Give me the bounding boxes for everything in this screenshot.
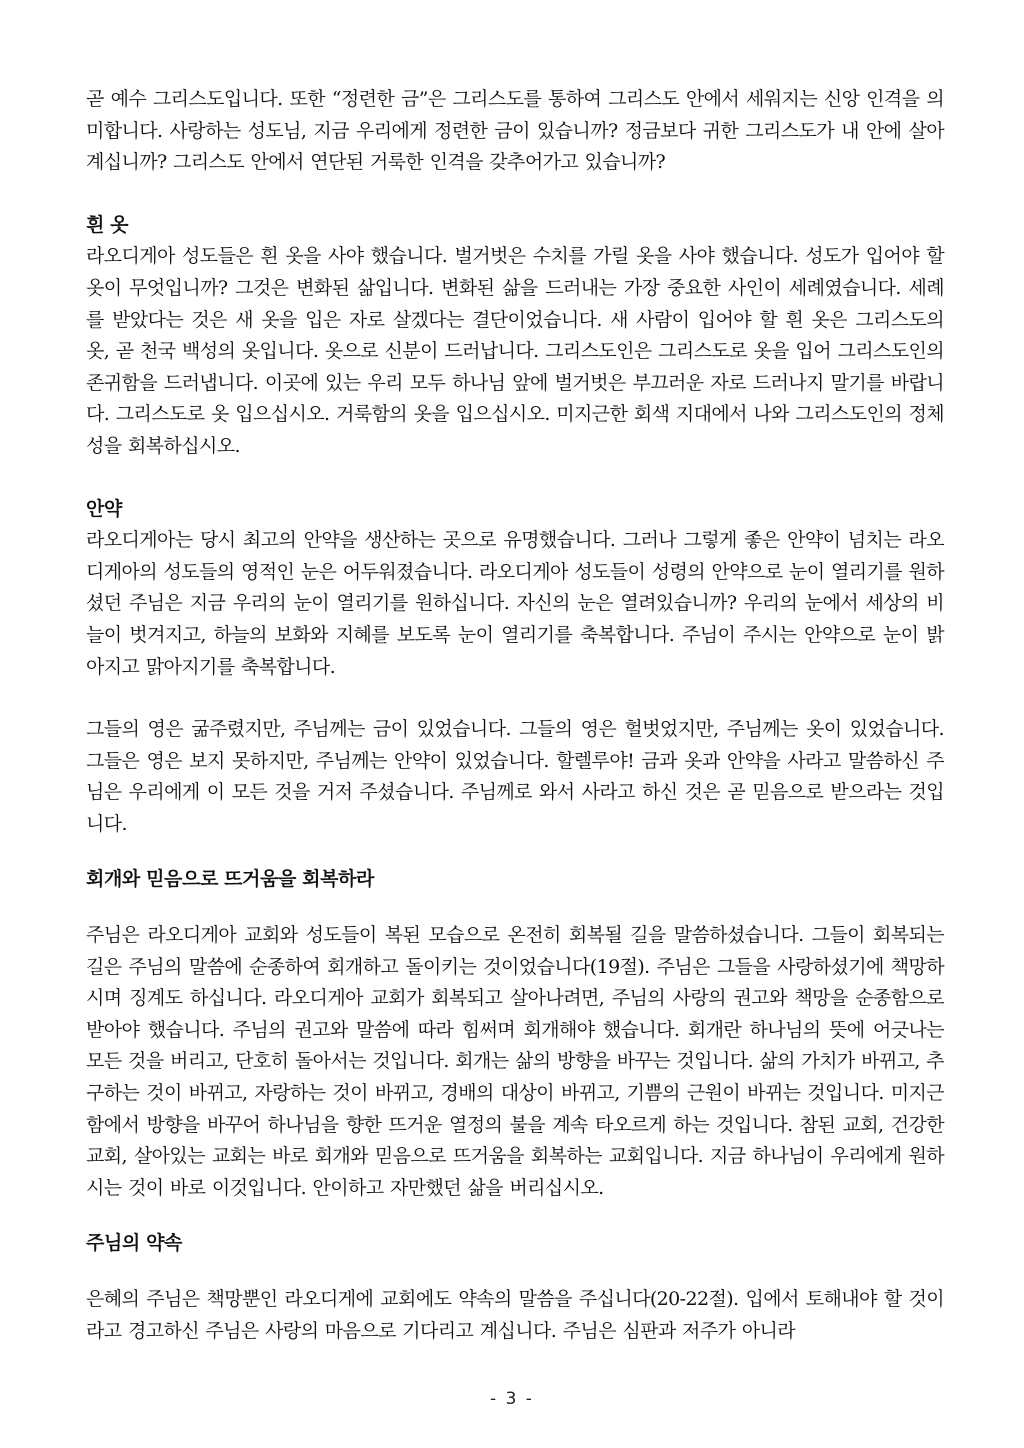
- spacer: [86, 179, 944, 210]
- spacer: [86, 896, 944, 920]
- document-page: [86, 84, 944, 1347]
- section-heading-white-robe: 흰 옷: [86, 213, 129, 236]
- section-heading-promise: 주님의 약속: [86, 1232, 182, 1255]
- white-robe-paragraph: 라오디게아 성도들은 흰 옷을 사야 했습니다. 벌거벗은 수치를 가릴 옷을 사야 했습니다. 성도가 입어야 할 옷이 무엇입니까? 그것은 변화된 삶입니다. 변화된 삶을 드러내는 가장 중요한 사인이 세례였습니다. 세례를 받았다는 것은 새 옷을 입은 자로 살겠다는 결단이었습니다. 새 사람이 입어야 할 흰 옷은 그리스도의 옷, 곧 천국 백성의 옷입니다. 옷으로 신분이 드러납니다. 그리스도인은 그리스도로 옷을 입어 그리스도인의 존귀함을 드러냅니다. 이곳에 있는 우리 모두 하나님 앞에 벌거벗은 부끄러운 자로 드러나지 말기를 바랍니다. 그리스도로 옷 입으십시오. 거룩함의 옷을 입으십시오. 미지근한 회색 지대에서 나와 그리스도인의 정체성을 회복하십시오.: [86, 245, 944, 457]
- intro-paragraph: 곧 예수 그리스도입니다. 또한 “정련한 금”은 그리스도를 통하여 그리스도 안에서 세워지는 신앙 인격을 의미합니다. 사랑하는 성도님, 지금 우리에게 정련한 금이 있습니까? 정금보다 귀한 그리스도가 내 안에 살아 계십니까? 그리스도 안에서 연단된 거룩한 인격을 갖추어가고 있습니까?: [86, 88, 944, 174]
- spacer: [86, 840, 944, 864]
- spacer: [86, 1260, 944, 1284]
- repentance-paragraph: 주님은 라오디게아 교회와 성도들이 복된 모습으로 온전히 회복될 길을 말씀하셨습니다. 그들이 회복되는 길은 주님의 말씀에 순종하여 회개하고 돌이키는 것이었습니다(19절). 주님은 그들을 사랑하셨기에 책망하시며 징계도 하십니다. 라오디게아 교회가 회복되고 살아나려면, 주님의 사랑의 권고와 책망을 순종함으로 받아야 했습니다. 주님의 권고와 말씀에 따라 힘써며 회개해야 했습니다. 회개란 하나님의 뜻에 어긋나는 모든 것을 버리고, 단호히 돌아서는 것입니다. 회개는 삶의 방향을 바꾸는 것입니다. 삶의 가치가 바뀌고, 추구하는 것이 바뀌고, 자랑하는 것이 바뀌고, 경배의 대상이 바뀌고, 기쁨의 근원이 바뀌는 것입니다. 미지근함에서 방향을 바꾸어 하나님을 향한 뜨거운 열정의 불을 계속 타오르게 하는 것입니다. 참된 교회, 건강한 교회, 살아있는 교회는 바로 회개와 믿음으로 뜨거움을 회복하는 교회입니다. 지금 하나님이 우리에게 원하시는 것이 바로 이것입니다. 안이하고 자만했던 삶을 버리십시오.: [86, 924, 944, 1199]
- section-heading-eye-salve: 안약: [86, 497, 122, 520]
- spacer: [86, 683, 944, 714]
- eye-salve-paragraph: 라오디게아는 당시 최고의 안약을 생산하는 곳으로 유명했습니다. 그러나 그렇게 좋은 안약이 넘치는 라오디게아의 성도들의 영적인 눈은 어두워졌습니다. 라오디게아 성도들이 성령의 안약으로 눈이 열리기를 원하셨던 주님은 지금 우리의 눈이 열리기를 원하십니다. 자신의 눈은 열려있습니까? 우리의 눈에서 세상의 비늘이 벗겨지고, 하늘의 보화와 지혜를 보도록 눈이 열리기를 축복합니다. 주님이 주시는 안약으로 눈이 밝아지고 맑아지기를 축복합니다.: [86, 529, 944, 678]
- spacer: [86, 1204, 944, 1228]
- section-heading-repentance: 회개와 믿음으로 뜨거움을 회복하라: [86, 868, 374, 891]
- promise-paragraph: 은혜의 주님은 책망뿐인 라오디게에 교회에도 약속의 말씀을 주십니다(20-22절). 입에서 토해내야 할 것이라고 경고하신 주님은 사랑의 마음으로 기다리고 계십니다. 주님은 심판과 저주가 아니라: [86, 1288, 944, 1342]
- spacer: [86, 463, 944, 494]
- page-number: - 3 -: [490, 1389, 534, 1409]
- summary-paragraph: 그들의 영은 굶주렸지만, 주님께는 금이 있었습니다. 그들의 영은 헐벗었지만, 주님께는 옷이 있었습니다. 그들은 영은 보지 못하지만, 주님께는 안약이 있었습니다. 할렐루야! 금과 옷과 안약을 사라고 말씀하신 주님은 우리에게 이 모든 것을 거저 주셨습니다. 주님께로 와서 사라고 하신 것은 곧 믿음으로 받으라는 것입니다.: [86, 718, 944, 835]
